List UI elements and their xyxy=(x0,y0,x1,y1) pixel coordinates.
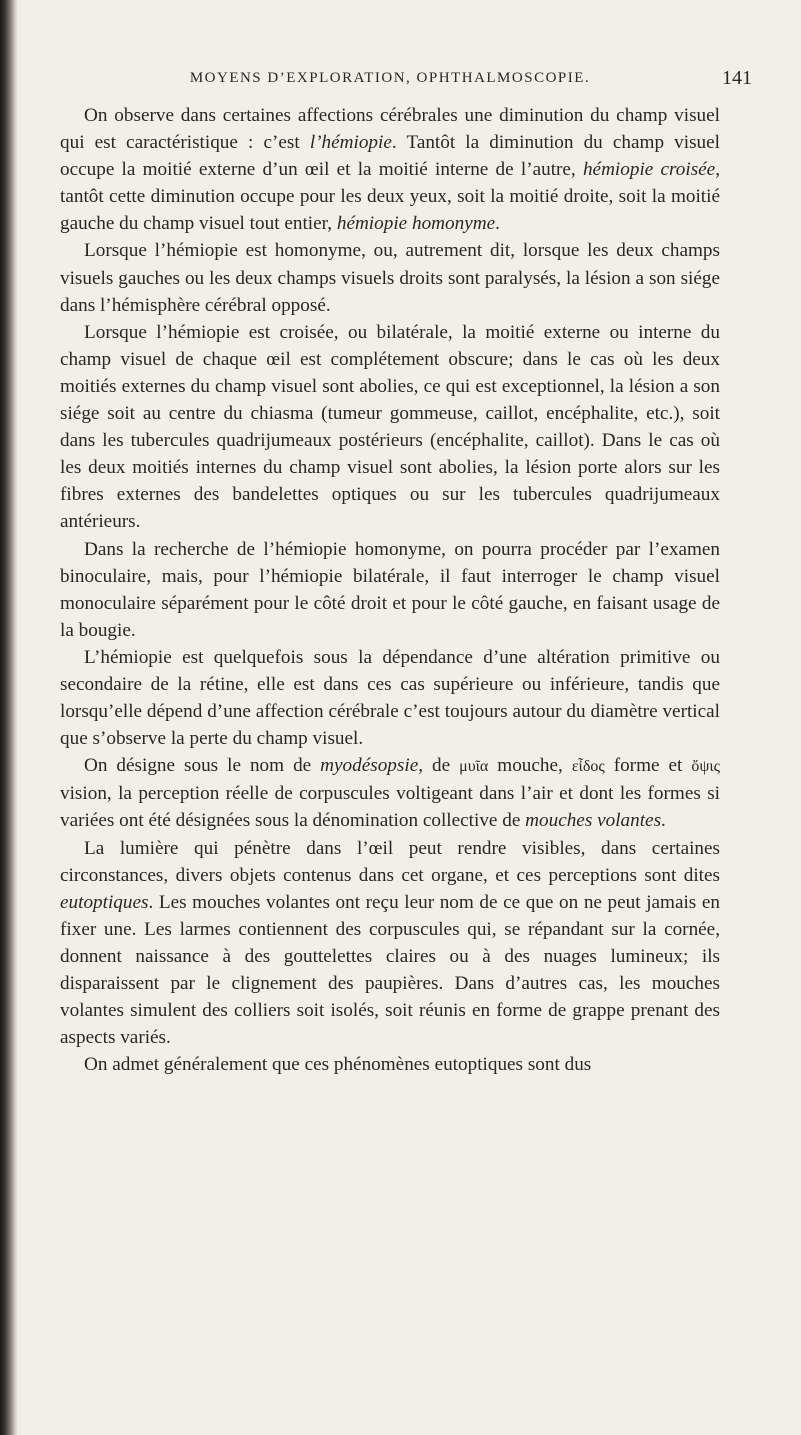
paragraph xyxy=(60,102,720,237)
greek-word: μυῖα xyxy=(459,758,489,776)
text-run: Lorsque l’hémiopie est homonyme, ou, autrement dit, lorsque les deux champs visuels gauches ou les deux champs visuels droits sont paralysés, la lésion a son siége dans l’hémisphère cérébral opposé. xyxy=(60,240,720,316)
text-run: . xyxy=(495,213,500,235)
paragraph xyxy=(60,835,720,1052)
book-page xyxy=(60,67,752,1078)
italic-term: l’hémiopie xyxy=(309,132,392,154)
text-run: forme et xyxy=(604,755,692,777)
italic-term: eutoptiques xyxy=(60,891,149,913)
book-binding-shadow xyxy=(0,0,18,1435)
italic-term: hémiopie croisée xyxy=(582,159,716,181)
text-run: . Les mouches volantes ont reçu leur nom de ce que on ne peut jamais en fixer une. Les larmes contiennent des corpuscules qui, se répandant sur la cornée, donnent naissance à des gouttelettes claires ou à des nuages lumineux; ils disparaissent par le clignement des paupières. Dans d’autres cas, les mouches volantes simulent des colliers soit isolés, soit réunis en forme de grappe prenant des aspects variés. xyxy=(60,891,720,1049)
text-run: On désigne sous le nom de xyxy=(84,755,321,777)
body-text xyxy=(60,102,720,1078)
paragraph xyxy=(60,1051,720,1078)
italic-term: myodésopsie xyxy=(320,755,419,777)
text-run: . xyxy=(661,810,666,832)
running-head-title: MOYENS D’EXPLORATION, OPHTHALMOSCOPIE. xyxy=(189,70,591,86)
text-run: Lorsque l’hémiopie est croisée, ou bilatérale, la moitié externe ou interne du champ visuel de chaque œil est complétement obscure; dans le cas où les deux moitiés externes du champ visuel sont abolies, ce qui est exceptionnel, la lésion a son siége soit au centre du chiasma (tumeur gommeuse, caillot, encéphalite, etc.), soit dans les tubercules quadrijumeaux postérieurs (encéphalite, caillot). Dans le cas où les deux moitiés internes du champ visuel sont abolies, la lésion porte alors sur les fibres externes des bandelettes optiques ou sur les tubercules quadrijumeaux antérieurs. xyxy=(60,321,720,533)
text-run: , tantôt cette diminution occupe pour les deux yeux, soit la moitié droite, soit la moitié gauche du champ visuel tout entier, xyxy=(60,159,720,235)
greek-word: εἶδος xyxy=(571,758,605,776)
italic-term: mouches volantes xyxy=(525,810,662,832)
text-run: . Tantôt la diminution du champ visuel occupe la moitié externe d’un œil et la moitié interne de l’autre, xyxy=(60,132,720,181)
page-number: 141 xyxy=(722,67,752,89)
text-run: L’hémiopie est quelquefois sous la dépendance d’une altération primitive ou secondaire de la rétine, elle est dans ces cas supérieure ou inférieure, tandis que lorsqu’elle dépend d’une affection cérébrale c’est toujours autour du diamètre vertical que s’observe la perte du champ visuel. xyxy=(60,646,720,750)
text-run: On observe dans certaines affections cérébrales une diminution du champ visuel qui est caractéristique : c’est xyxy=(60,105,720,154)
paragraph xyxy=(60,644,720,752)
text-run: mouche, xyxy=(488,755,572,777)
text-run: , de xyxy=(418,755,460,777)
text-run: On admet généralement que ces phénomènes eutoptiques sont dus xyxy=(84,1054,592,1076)
text-run: La lumière qui pénètre dans l’œil peut rendre visibles, dans certaines circonstances, divers objets contenus dans cet organe, et ces perceptions sont dites xyxy=(60,837,720,886)
paragraph xyxy=(60,536,720,644)
running-head xyxy=(60,67,752,102)
greek-word: ὄψις xyxy=(691,758,720,776)
italic-term: hémiopie homonyme xyxy=(336,213,496,235)
paragraph xyxy=(60,237,720,318)
paragraph xyxy=(60,319,720,536)
paragraph xyxy=(60,752,720,834)
text-run: vision, la perception réelle de corpuscules voltigeant dans l’air et dont les formes si variées ont été désignées sous la dénomination collective de xyxy=(60,783,720,832)
text-run: Dans la recherche de l’hémiopie homonyme, on pourra procéder par l’examen binoculaire, mais, pour l’hémiopie bilatérale, il faut interroger le champ visuel monoculaire séparément pour le côté droit et pour le côté gauche, en faisant usage de la bougie. xyxy=(60,538,720,641)
